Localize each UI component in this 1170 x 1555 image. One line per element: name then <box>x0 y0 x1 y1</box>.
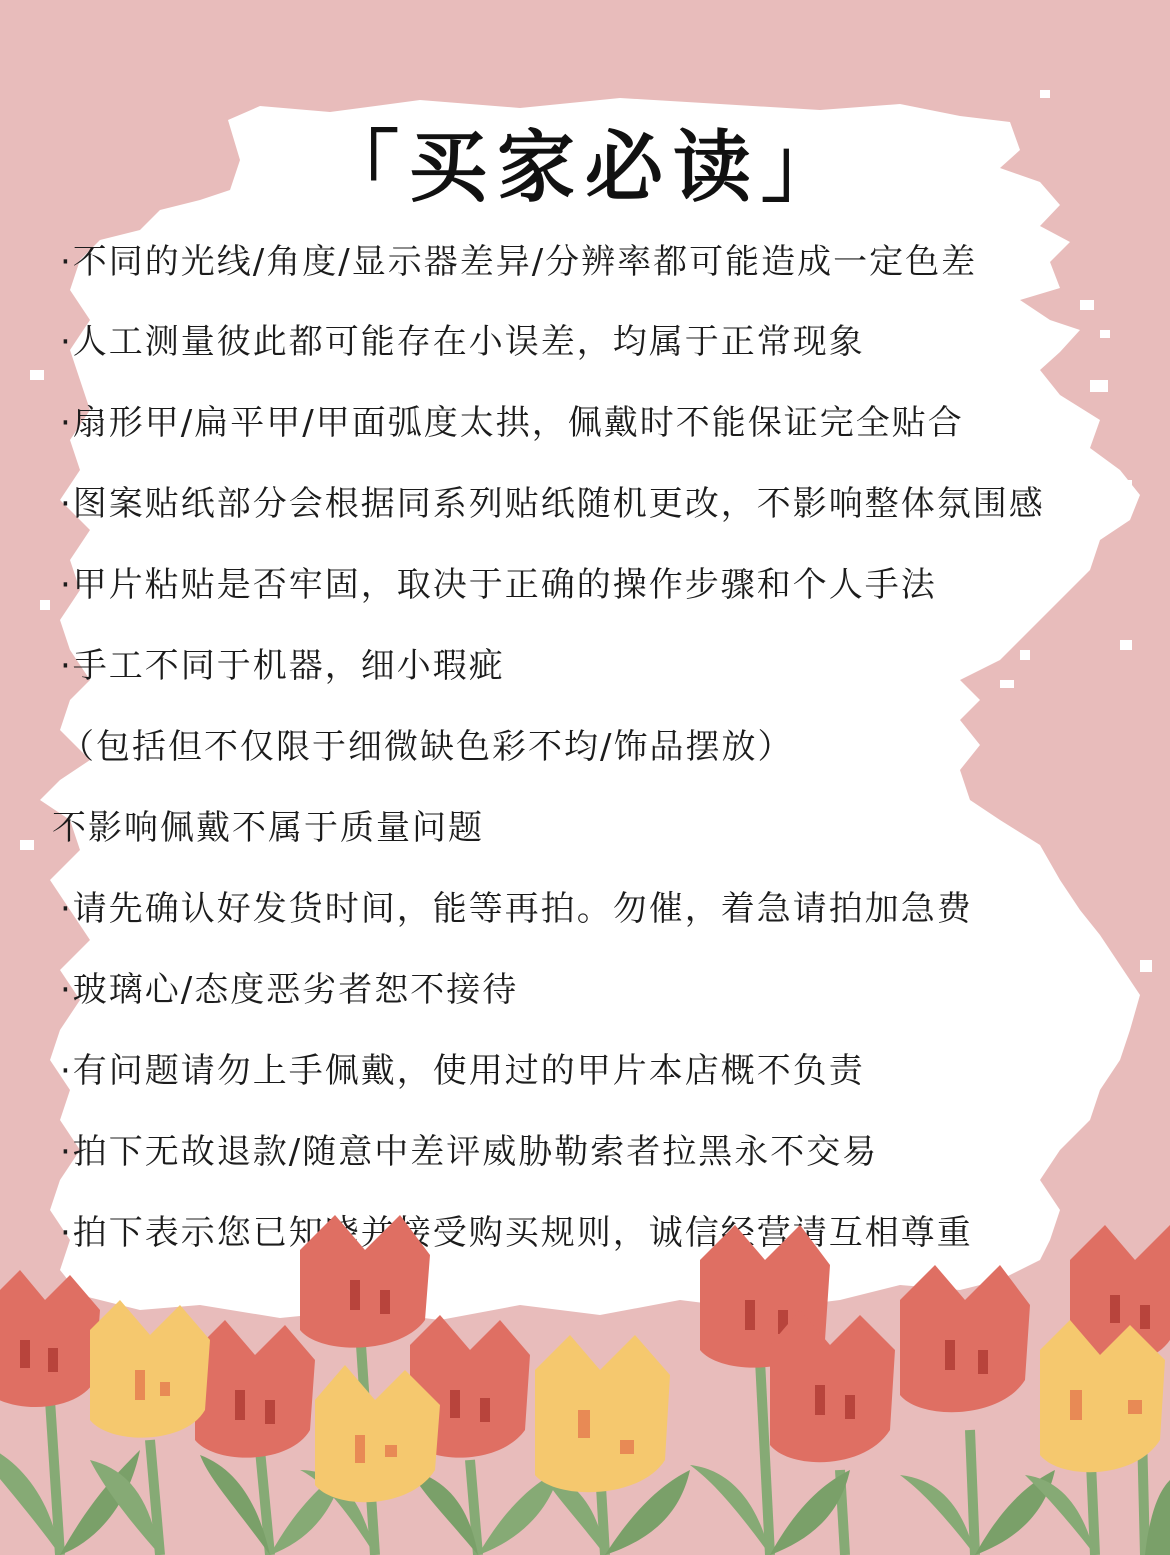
rule-refund-threat: ·拍下无故退款/随意中差评威胁勒索者拉黑永不交易 <box>60 1132 879 1172</box>
rule-no-service: ·玻璃心/态度恶劣者恕不接待 <box>60 970 519 1010</box>
rule-color-difference: ·不同的光线/角度/显示器差异/分辨率都可能造成一定色差 <box>60 242 978 282</box>
rule-not-quality-issue: 不影响佩戴不属于质量问题 <box>52 808 484 848</box>
rule-nail-shape-fit: ·扇形甲/扁平甲/甲面弧度太拱，佩戴时不能保证完全贴合 <box>60 403 964 443</box>
tulip-icon <box>90 1300 210 1438</box>
rule-accept-terms: ·拍下表示您已知晓并接受购买规则，诚信经营请互相尊重 <box>60 1213 973 1253</box>
rule-handmade-flaws: ·手工不同于机器，细小瑕疵 <box>60 646 505 686</box>
rule-shipping-time: ·请先确认好发货时间，能等再拍。勿催，着急请拍加急费 <box>60 889 973 929</box>
tulip-icon <box>0 1270 100 1407</box>
tulip-icon <box>535 1335 670 1492</box>
rule-sticker-pattern: ·图案贴纸部分会根据同系列贴纸随机更改，不影响整体氛围感 <box>60 484 1045 524</box>
rule-measurement-error: ·人工测量彼此都可能存在小误差，均属于正常现象 <box>60 322 865 362</box>
tulip-icon <box>195 1320 315 1458</box>
tulip-icon <box>770 1310 895 1462</box>
page-title: 「买家必读」 <box>320 123 849 213</box>
rule-no-wear-before-issue: ·有问题请勿上手佩戴，使用过的甲片本店概不负责 <box>60 1051 865 1091</box>
tulip-icon <box>300 1215 430 1348</box>
rule-adhesion: ·甲片粘贴是否牢固，取决于正确的操作步骤和个人手法 <box>60 565 937 605</box>
rule-flaws-detail: （包括但不仅限于细微缺色彩不均/饰品摆放） <box>60 727 794 767</box>
tulip-icon <box>900 1265 1030 1412</box>
